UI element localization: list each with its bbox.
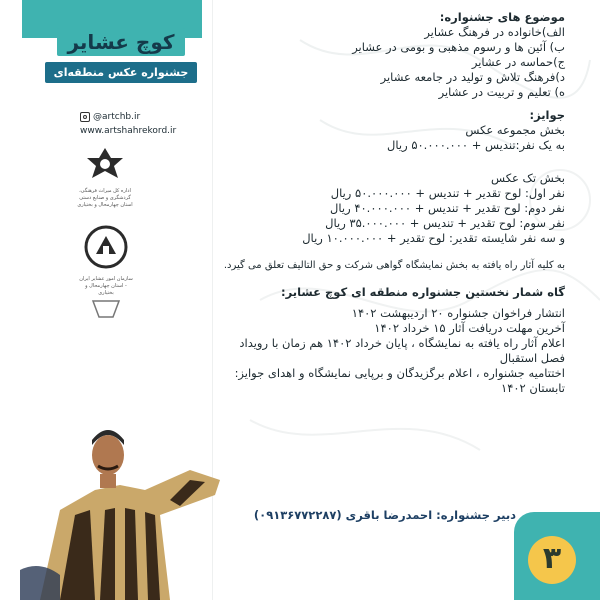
topics-heading: موضوع های جشنواره:: [439, 10, 565, 24]
schedule-item: اعلام آثار راه یافته به نمایشگاه ، پایان خرداد ۱۴۰۲ هم زمان با رویداد فصل استقبال: [239, 336, 565, 365]
topic-item: ج)حماسه در عشایر: [471, 55, 565, 69]
schedule-item: آخرین مهلت دریافت آثار ۱۵ خرداد ۱۴۰۲: [374, 321, 565, 335]
nomad-affairs-logo: [78, 224, 134, 325]
single-prize: نفر سوم: لوح تقدیر + تندیس + ۳۵.۰۰۰.۰۰۰ ریال: [325, 216, 565, 230]
single-prize: و سه نفر شایسته تقدیر: لوح تقدیر + ۱۰.۰۰۰.۰۰۰ ریال: [302, 231, 565, 245]
instagram-icon: [80, 112, 90, 122]
website-link[interactable]: www.artshahrekord.ir: [80, 126, 177, 136]
schedule-heading: گاه شمار نخستین جشنواره منطقه ای کوچ عشایر:: [281, 285, 565, 299]
nomad-emblem-icon: [83, 224, 129, 270]
page-number-badge: ۳: [528, 536, 576, 584]
heritage-caption: اداره کل میراث فرهنگی، گردشگری و صنایع دستی استان چهارمحال و بختیاری: [77, 188, 133, 208]
instagram-line[interactable]: [80, 110, 192, 124]
website-line[interactable]: [80, 124, 192, 138]
single-prize: نفر اول: لوح تقدیر + تندیس + ۵۰.۰۰۰.۰۰۰ ریال: [330, 186, 565, 200]
topic-item: الف)خانواده در فرهنگ عشایر: [424, 25, 565, 39]
contact-info: [80, 110, 192, 138]
title-block: [40, 28, 202, 83]
topic-item: ه) تعلیم و تربیت در عشایر: [438, 85, 565, 99]
heritage-logo: [77, 146, 133, 209]
festival-subtitle: جشنواره عکس منطقه‌ای: [45, 62, 197, 83]
schedule-item: انتشار فراخوان جشنواره ۲۰ اردیبهشت ۱۴۰۲: [351, 306, 565, 320]
festival-title: کوچ عشایر: [57, 28, 184, 56]
topic-item: د)فرهنگ تلاش و تولید در جامعه عشایر: [380, 70, 565, 84]
single-prize: نفر دوم: لوح تقدیر + تندیس + ۴۰.۰۰۰.۰۰۰ ریال: [330, 201, 565, 215]
main-content: [215, 10, 565, 396]
topic-item: ب) آئین ها و رسوم مذهبی و بومی در عشایر: [352, 40, 565, 54]
nomad-caption: سازمان امور عشایر ایران - استان چهارمحال و بختیاری: [79, 276, 133, 296]
photo-series-heading: بخش مجموعه عکس: [465, 123, 565, 137]
awards-heading: جوایز:: [529, 108, 565, 122]
nomad-man-photo: [20, 400, 220, 600]
awards-note: به کلیه آثار راه یافته به بخش نمایشگاه گواهی شرکت و حق التالیف تعلق می گیرد.: [223, 260, 565, 271]
single-photo-heading: بخش تک عکس: [491, 171, 565, 185]
schedule-item: اختتامیه جشنواره ، اعلام برگزیدگان و برپایی نمایشگاه و اهدای جوایز: تابستان ۱۴۰۲: [234, 366, 565, 395]
small-mark-icon: [91, 297, 121, 321]
instagram-handle[interactable]: @artchb.ir: [93, 112, 141, 122]
photo-series-prize: به یک نفر:تندیس + ۵۰.۰۰۰.۰۰۰ ریال: [387, 138, 565, 152]
heritage-emblem-icon: [81, 146, 129, 182]
festival-editor: دبیر جشنواره: احمدرضا باقری (۰۹۱۳۶۷۷۲۲۸۷): [253, 508, 517, 522]
